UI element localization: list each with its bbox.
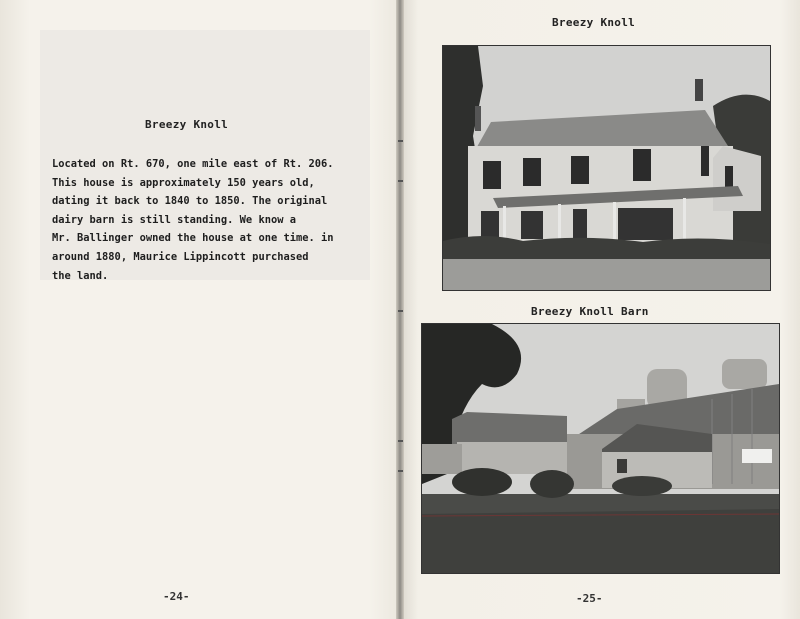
description-line: dairy barn is still standing. We know a [52,213,296,226]
barn-photo [421,323,780,574]
house-description [52,155,352,285]
description-line: Mr. Ballinger owned the house at one time. in [52,232,334,245]
description-line: This house is approximately 150 years old, [52,176,315,189]
house-photo-caption: Breezy Knoll [552,16,636,29]
right-page [400,0,800,619]
left-page-heading: Breezy Knoll [145,118,229,131]
staple-mark [398,310,403,312]
house-photo [442,45,771,291]
staple-mark [398,140,403,142]
right-page-number: -25- [576,592,603,605]
left-page-number: -24- [163,590,190,603]
staple-mark [398,440,403,442]
description-line: the land. [52,269,109,282]
description-line: Located on Rt. 670, one mile east of Rt. 206. [52,158,334,170]
staple-mark [398,470,403,472]
barn-photo-caption: Breezy Knoll Barn [531,305,649,318]
description-line: dating it back to 1840 to 1850. The original [52,195,328,208]
description-line: around 1880, Maurice Lippincott purchased [52,250,309,263]
staple-mark [398,180,403,182]
